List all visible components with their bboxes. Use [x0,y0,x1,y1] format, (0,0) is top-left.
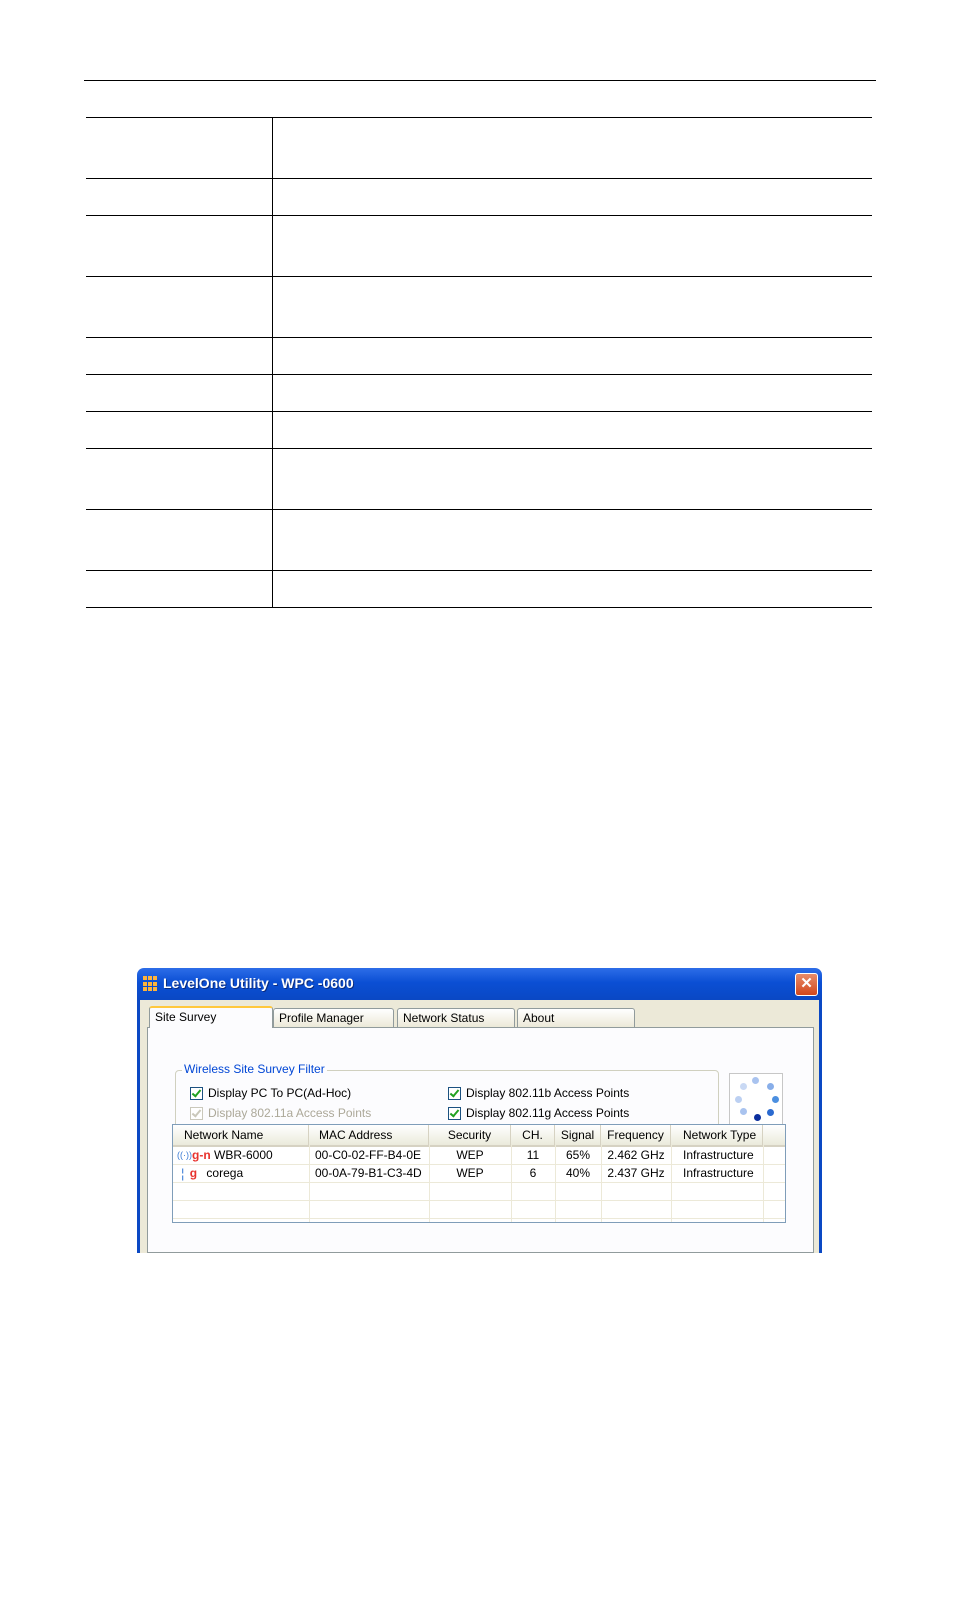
column-security[interactable]: Security [429,1125,511,1145]
table-row [86,571,872,608]
list-item [173,1201,785,1219]
80211g-checkbox-label: Display 802.11g Access Points [466,1106,630,1120]
channel: 6 [529,1166,537,1180]
adhoc-checkbox-label: Display PC To PC(Ad-Hoc) [208,1086,352,1100]
security: WEP [456,1166,484,1180]
list-item [173,1183,785,1201]
table-row [86,277,872,338]
80211b-checkbox[interactable] [448,1086,629,1100]
tab-strip [147,1006,817,1028]
filter-legend: Wireless Site Survey Filter [184,1062,325,1076]
table-row [86,179,872,216]
mac-address: 00-0A-79-B1-C3-4D [315,1166,422,1180]
80211g-checkbox[interactable] [448,1106,629,1120]
description-table [86,117,872,608]
checkbox-checked-icon [448,1107,461,1120]
wireless-signal-icon: ((·)) [177,1150,192,1160]
list-item[interactable] [173,1165,785,1183]
table-row [86,375,872,412]
scanning-spinner-icon [729,1073,783,1127]
network-type: Infrastructure [683,1166,754,1180]
list-item[interactable] [173,1147,785,1165]
title-bar[interactable] [137,968,822,1000]
header-rule [84,80,876,81]
tab-site-survey[interactable]: Site Survey [149,1006,273,1028]
column-frequency[interactable]: Frequency [601,1125,671,1145]
app-grid-icon [143,976,159,992]
checkbox-checked-icon [190,1087,203,1100]
table-row [86,449,872,510]
frequency: 2.437 GHz [607,1166,665,1180]
mac-address: 00-C0-02-FF-B4-0E [315,1148,422,1162]
signal: 40% [565,1166,591,1180]
window-title: LevelOne Utility - WPC -0600 [163,975,354,991]
checkbox-checked-icon [448,1087,461,1100]
table-row [86,216,872,277]
network-name: corega [206,1166,244,1180]
column-network-type[interactable]: Network Type [671,1125,763,1145]
antenna-icon: ¦ [181,1166,185,1181]
network-list[interactable] [172,1124,786,1223]
column-network-name[interactable]: Network Name [173,1125,309,1145]
tab-network-status[interactable]: Network Status [397,1008,515,1027]
band-label: g [189,1166,198,1180]
80211a-checkbox-label: Display 802.11a Access Points [208,1106,372,1120]
table-row [86,510,872,571]
80211a-checkbox [190,1106,371,1120]
tab-about[interactable]: About [517,1008,635,1027]
80211b-checkbox-label: Display 802.11b Access Points [466,1086,630,1100]
checkbox-checked-icon [190,1107,203,1120]
table-row [86,118,872,179]
band-label: g-n [192,1148,211,1162]
frequency: 2.462 GHz [607,1148,665,1162]
column-signal[interactable]: Signal [555,1125,601,1145]
close-button[interactable] [795,973,818,996]
close-icon: ✕ [800,975,813,992]
list-header [173,1125,785,1147]
site-survey-filter-group [175,1062,719,1130]
security: WEP [456,1148,484,1162]
tab-profile-manager[interactable]: Profile Manager [273,1008,394,1027]
table-row [86,412,872,449]
channel: 11 [526,1148,540,1162]
column-mac-address[interactable]: MAC Address [309,1125,429,1145]
utility-window [137,968,822,1253]
network-name: WBR-6000 [214,1148,273,1162]
column-channel[interactable]: CH. [511,1125,555,1145]
adhoc-checkbox[interactable] [190,1086,351,1100]
table-row [86,338,872,375]
signal: 65% [565,1148,591,1162]
network-type: Infrastructure [683,1148,754,1162]
